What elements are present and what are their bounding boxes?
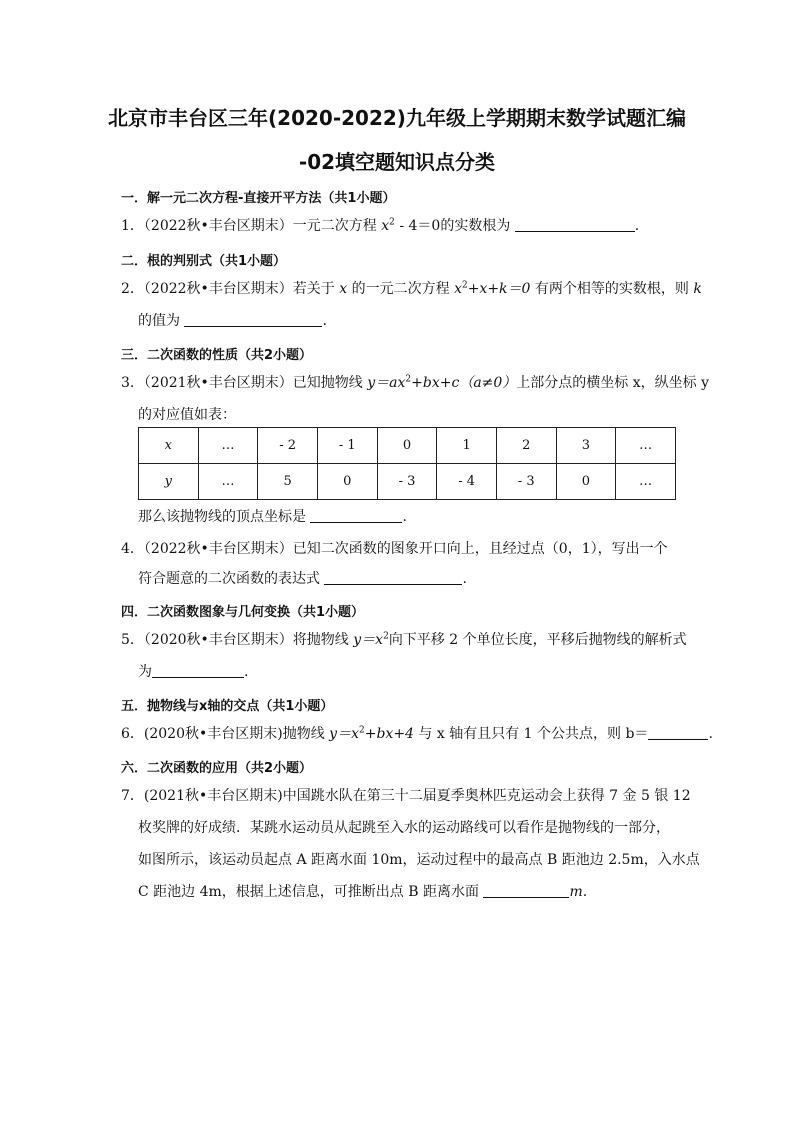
q1-end: . — [634, 218, 640, 234]
q5-line2: 为 — [138, 664, 152, 680]
table-cell: - 4 — [437, 464, 497, 500]
answer-blank-7[interactable] — [483, 883, 569, 898]
table-cell: y — [139, 464, 199, 500]
q7-end: . — [582, 884, 588, 900]
answer-blank-5[interactable] — [152, 663, 244, 678]
q6-eq: ＝x — [337, 726, 359, 742]
q3-line3: 那么该抛物线的顶点坐标是 — [138, 509, 311, 525]
table-row-x — [139, 428, 676, 464]
q3-exp: 2 — [405, 374, 412, 385]
value-table — [138, 427, 676, 500]
question-3-line3 — [138, 508, 407, 526]
section-heading-1: 一．解一元二次方程-直接开平方法（共1小题） — [121, 191, 396, 206]
q4-end: . — [462, 571, 467, 587]
section-heading-5: 五．抛物线与x轴的交点（共1小题） — [121, 699, 334, 714]
q2-eq-rest: +x+k＝0 — [467, 281, 531, 297]
question-3-line2: 的对应值如表： — [138, 407, 236, 423]
q1-exp: 2 — [389, 217, 395, 228]
q2-prefix: 2．（2022秋•丰台区期末）若关于 — [121, 281, 340, 297]
table-cell: 0 — [317, 464, 377, 500]
q1-prefix: 1．（2022秋•丰台区期末）一元二次方程 — [121, 218, 382, 234]
answer-blank-2[interactable] — [184, 312, 322, 327]
question-7: 7．(2021秋•丰台区期末)中国跳水队在第三十二届夏季奥林匹克运动会上获得 7 金 5 银 12 — [121, 788, 691, 804]
q7-line4: C 距池边 4m，根据上述信息，可推断出点 B 距离水面 — [138, 884, 484, 900]
answer-blank-3[interactable] — [310, 508, 402, 523]
table-cell: … — [198, 464, 258, 500]
q6-prefix: 6．(2020秋•丰台区期末)抛物线 — [121, 726, 330, 742]
q4-line2: 符合题意的二次函数的表达式 — [138, 571, 325, 587]
q3-end: . — [402, 509, 407, 525]
q5-y: y — [353, 632, 362, 648]
q1-mid: - 4＝0的实数根为 — [394, 218, 515, 234]
table-cell: - 3 — [496, 464, 556, 500]
table-cell: - 2 — [258, 428, 318, 464]
q2-eq-exp: 2 — [461, 280, 468, 291]
q2-k: k — [693, 281, 702, 297]
q5-end: . — [244, 664, 249, 680]
table-cell: - 1 — [317, 428, 377, 464]
q2-line2: 的值为 — [138, 313, 185, 329]
q5-exp: 2 — [383, 631, 389, 642]
table-cell: … — [198, 428, 258, 464]
question-5-line2 — [138, 663, 248, 681]
table-cell: … — [616, 428, 676, 464]
table-cell: 1 — [437, 428, 497, 464]
q3-prefix: 3．（2021秋•丰台区期末）已知抛物线 — [121, 375, 368, 391]
q2-mid: 的一元二次方程 — [347, 281, 455, 297]
question-7-line2: 枚奖牌的好成绩．某跳水运动员从起跳至入水的运动路线可以看作是抛物线的一部分， — [138, 820, 670, 836]
table-cell: 0 — [556, 464, 616, 500]
q7-unit: m — [569, 884, 583, 900]
q3-eq: ＝ax — [375, 375, 406, 391]
question-7-line3: 如图所示，该运动员起点 A 距离水面 10m，运动过程中的最高点 B 距池边 2.5m，入水点 — [138, 852, 700, 868]
question-4-line2 — [138, 570, 467, 588]
question-1 — [121, 217, 639, 235]
q5-prefix: 5．（2020秋•丰台区期末）将抛物线 — [121, 632, 354, 648]
q6-eq-rest: +bx+4 — [364, 726, 414, 742]
table-cell: … — [616, 464, 676, 500]
answer-blank-6[interactable] — [648, 725, 708, 740]
q2-tail: 有两个相等的实数根，则 — [530, 281, 694, 297]
question-6 — [121, 725, 713, 743]
question-4: 4．（2022秋•丰台区期末）已知二次函数的图象开口向上，且经过点（0，1），写出一个 — [121, 541, 668, 557]
q2-end: . — [322, 313, 327, 329]
answer-blank-1[interactable] — [515, 217, 635, 232]
table-cell: - 3 — [377, 464, 437, 500]
question-7-line4 — [138, 883, 587, 901]
section-heading-2: 二．根的判别式（共1小题） — [121, 254, 287, 269]
q5-eq: ＝x — [361, 632, 384, 648]
section-heading-6: 六．二次函数的应用（共2小题） — [121, 761, 313, 776]
table-row-y — [139, 464, 676, 500]
question-3 — [121, 374, 709, 392]
q6-tail: 与 x 轴有且只有 1 个公共点，则 b＝ — [413, 726, 649, 742]
page-title-line1: 北京市丰台区三年(2020-2022)九年级上学期期末数学试题汇编 — [108, 106, 686, 130]
q3-tail: 上部分点的横坐标 x，纵坐标 y — [516, 375, 710, 391]
table-cell: 2 — [496, 428, 556, 464]
section-heading-4: 四．二次函数图象与几何变换（共1小题） — [121, 605, 365, 620]
q2-x: x — [339, 281, 348, 297]
q3-y: y — [367, 375, 376, 391]
table-cell: 5 — [258, 464, 318, 500]
table-cell: x — [139, 428, 199, 464]
q5-tail: 向下平移 2 个单位长度，平移后抛物线的解析式 — [388, 632, 687, 648]
question-2 — [121, 280, 702, 298]
q6-exp: 2 — [359, 725, 365, 736]
page-title-line2: -02填空题知识点分类 — [298, 150, 496, 174]
question-5 — [121, 631, 687, 649]
q6-end: . — [708, 726, 713, 742]
question-2-line2 — [138, 312, 327, 330]
q1-var: x — [381, 218, 390, 234]
q3-eq-rest: +bx+c（a≠0） — [411, 375, 517, 391]
answer-blank-4[interactable] — [324, 570, 462, 585]
table-cell: 0 — [377, 428, 437, 464]
table-cell: 3 — [556, 428, 616, 464]
q2-eq-x: x — [454, 281, 462, 297]
section-heading-3: 三．二次函数的性质（共2小题） — [121, 348, 313, 363]
q6-y: y — [329, 726, 338, 742]
